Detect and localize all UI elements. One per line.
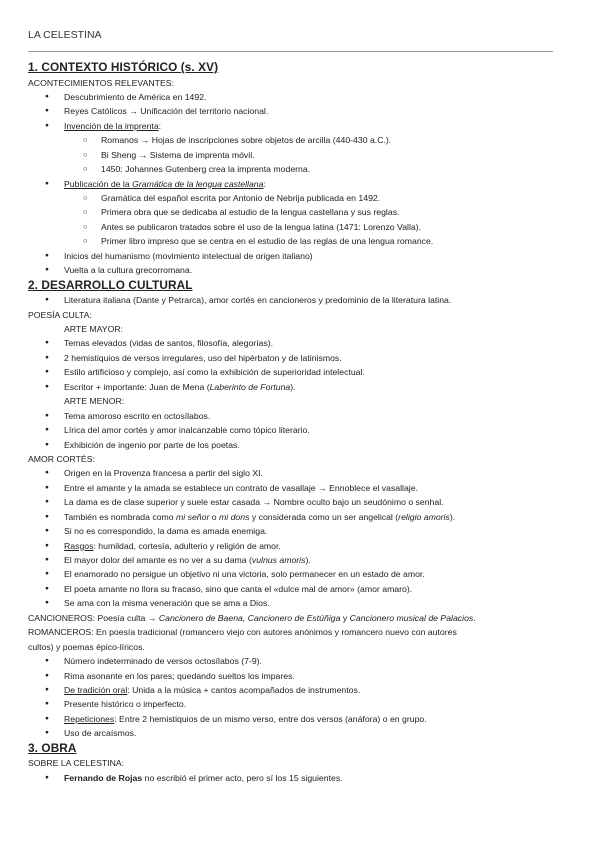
list-item: ● Uso de arcaísmos. <box>28 726 573 740</box>
underlined-term: Invención de la imprenta <box>64 120 159 131</box>
romanceros-line-cont: cultos) y poemas épico-líricos. <box>28 641 145 652</box>
sub-list-item: ○ Primera obra que se dedicaba al estudio de la lengua castellana y sus reglas. <box>28 205 573 219</box>
sub-list-item: ○ 1450: Johannes Gutenberg crea la imprenta moderna. <box>28 162 573 176</box>
list-item: ● Invención de la imprenta: <box>28 119 573 133</box>
list-item: ● De tradición oral: Unida a la música + cantos acompañados de instrumentos. <box>28 683 573 697</box>
list-item: ● Fernando de Rojas no escribió el primer acto, pero sí los 15 siguientes. <box>28 771 573 785</box>
document-body <box>28 60 573 785</box>
sub-list-item: ○ Romanos → Hojas de inscripciones sobre objetos de arcilla (440-430 a.C.). <box>28 133 573 147</box>
list-item: ● Literatura italiana (Dante y Petrarca), amor cortés en cancioneros y predominio de la literatura latina. <box>28 293 573 307</box>
list-item: ● Vuelta a la cultura grecorromana. <box>28 263 573 277</box>
section-heading-obra: 3. OBRA <box>28 740 77 755</box>
list-item: ● Escritor + importante: Juan de Mena (Laberinto de Fortuna). <box>28 380 573 394</box>
underlined-term: Publicación de la Gramática de la lengua castellana <box>64 178 264 189</box>
list-item: ● Repeticiones: Entre 2 hemistiquios de un mismo verso, entre dos versos (anáfora) o en grupo. <box>28 712 573 726</box>
list-item: ● Exhibición de ingenio por parte de los poetas. <box>28 438 573 452</box>
list-item: ● Descubrimiento de América en 1492. <box>28 90 573 104</box>
subheading-sobre-celestina: SOBRE LA CELESTINA: <box>28 758 125 769</box>
list-item: ● Rasgos: humildad, cortesía, adulterio y religión de amor. <box>28 539 573 553</box>
list-item: ● El mayor dolor del amante es no ver a su dama (vulnus amoris). <box>28 553 573 567</box>
list-item: ● Número indeterminado de versos octosílabos (7-9). <box>28 654 573 668</box>
section-heading-desarrollo: 2. DESARROLLO CULTURAL <box>28 277 193 292</box>
list-item: ● Rima asonante en los pares; quedando sueltos los impares. <box>28 669 573 683</box>
list-item: ● Inicios del humanismo (movimiento intelectual de origen italiano) <box>28 249 573 263</box>
list-item: ● Origen en la Provenza francesa a partir del siglo XI. <box>28 466 573 480</box>
document-header-title: LA CELESTINA <box>28 29 102 41</box>
list-item: ● Presente histórico o imperfecto. <box>28 697 573 711</box>
list-item: ● Se ama con la misma veneración que se ama a Dios. <box>28 596 573 610</box>
sub-list-item: ○ Antes se publicaron tratados sobre el uso de la lengua latina (1471: Lorenzo Valla). <box>28 220 573 234</box>
header-divider <box>28 51 553 52</box>
list-item: ● También es nombrada como mi señor o mi dons y considerada como un ser angelical (religio amoris). <box>28 510 573 524</box>
list-item: ● Tema amoroso escrito en octosílabos. <box>28 409 573 423</box>
subheading-poesia-culta: POESÍA CULTA: <box>28 309 92 320</box>
subheading-amor-cortes: AMOR CORTÉS: <box>28 453 95 464</box>
list-item: ● Reyes Católicos → Unificación del territorio nacional. <box>28 104 573 118</box>
subheading-acontecimientos: ACONTECIMIENTOS RELEVANTES: <box>28 77 174 88</box>
sub-list-item: ○ Bi Sheng → Sistema de imprenta móvil. <box>28 148 573 162</box>
list-item: ● El poeta amante no llora su fracaso, sino que canta el «dulce mal de amor» (amor amaro). <box>28 582 573 596</box>
subheading-arte-mayor: ARTE MAYOR: <box>64 324 124 334</box>
sub-list-item: ○ Primer libro impreso que se centra en el estudio de las reglas de una lengua romance. <box>28 234 573 248</box>
romanceros-line: ROMANCEROS: En poesía tradicional (romancero viejo con autores anónimos y romancero nuevo con autores <box>28 627 457 638</box>
list-item: ● Publicación de la Gramática de la lengua castellana: <box>28 177 573 191</box>
list-item: ● Lírica del amor cortés y amor inalcanzable como tópico literario. <box>28 423 573 437</box>
list-item: ● Si no es correspondido, la dama es amada enemiga. <box>28 524 573 538</box>
list-item: ● La dama es de clase superior y suele estar casada → Nombre oculto bajo un seudónimo o senhal. <box>28 495 573 509</box>
list-item: ● Temas elevados (vidas de santos, filosofía, alegorías). <box>28 336 573 350</box>
cancioneros-line: CANCIONEROS: Poesía culta → Cancionero de Baena, Cancionero de Estúñiga y Cancionero musical de Palacios. <box>28 612 476 623</box>
list-item: ● El enamorado no persigue un objetivo ni una victoria, solo permanecer en un estado de amor. <box>28 567 573 581</box>
list-item: ● 2 hemistiquios de versos irregulares, uso del hipérbaton y de latinismos. <box>28 351 573 365</box>
sub-list-item: ○ Gramática del español escrita por Antonio de Nebrija publicada en 1492. <box>28 191 573 205</box>
subheading-arte-menor: ARTE MENOR: <box>64 396 125 407</box>
section-heading-contexto: 1. CONTEXTO HISTÓRICO (s. XV) <box>28 60 219 74</box>
list-item: ● Estilo artificioso y complejo, así como la exhibición de superioridad intelectual. <box>28 365 573 379</box>
list-item: ● Entre el amante y la amada se establece un contrato de vasallaje → Ennoblece el vasallaje. <box>28 481 573 495</box>
